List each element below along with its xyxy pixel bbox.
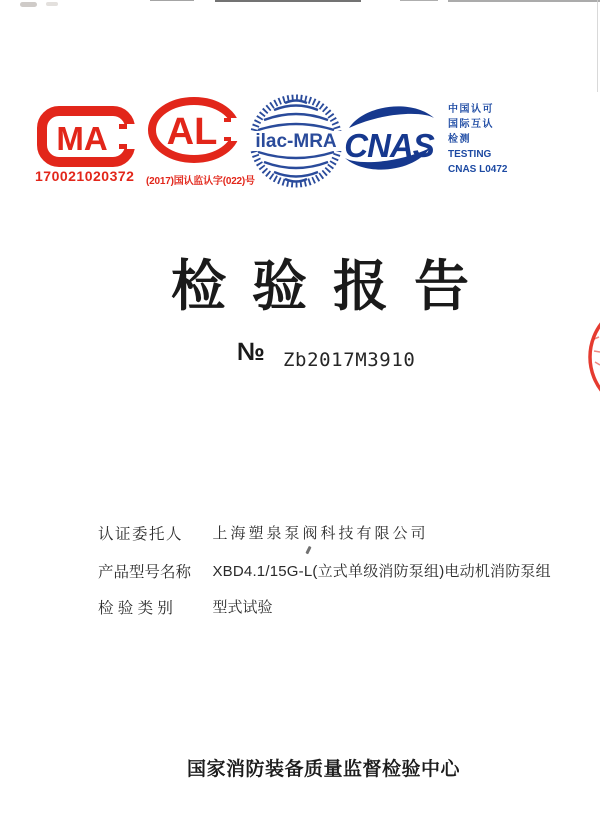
ilac-mra-logo-icon	[247, 91, 345, 191]
red-seal-arc-icon	[560, 300, 600, 415]
field-label: 产品型号名称	[98, 564, 192, 581]
cert-line: CNAS L0472	[448, 164, 508, 175]
scan-artifact-top-edge	[215, 0, 361, 2]
report-no-value: Zb2017M3910	[283, 349, 416, 371]
cma-certificate-number: 170021020372	[35, 168, 135, 184]
field-row-applicant	[98, 522, 428, 544]
field-label: 认证委托人	[98, 526, 184, 543]
field-row-inspection-type	[98, 596, 272, 618]
cert-line: 国际互认	[448, 119, 494, 130]
ilac-mra-letters: ilac-MRA	[255, 131, 337, 152]
cal-logo-icon	[147, 97, 242, 163]
report-no-symbol: №	[237, 338, 265, 366]
scan-artifact-top-edge	[150, 0, 194, 1]
report-title: 检验报告	[171, 255, 496, 317]
field-value: 上海塑泉泵阀科技有限公司	[212, 525, 429, 542]
scan-smudge	[46, 2, 58, 6]
field-label: 检 验 类 别	[98, 600, 173, 617]
cal-approval-number: (2017)国认监认字(022)号	[146, 176, 255, 187]
field-row-product-model	[98, 560, 551, 582]
scan-artifact-top-edge	[448, 0, 600, 2]
scan-artifact-right-edge	[597, 0, 598, 92]
cnas-accreditation-text	[448, 102, 507, 177]
cert-line: 中国认可	[448, 104, 494, 115]
cert-line: 检测	[448, 134, 471, 145]
issuing-center-name: 国家消防装备质量监督检验中心	[187, 759, 461, 780]
red-seal-stamp-partial	[560, 300, 600, 415]
cnas-letters: CNAS	[344, 127, 434, 164]
cma-logo-icon	[36, 105, 139, 168]
cnas-logo-icon	[337, 101, 442, 175]
scan-artifact-top-edge	[400, 0, 438, 1]
cal-letters: AL	[166, 111, 218, 153]
scan-pen-mark	[305, 546, 311, 554]
field-value: 型式试验	[212, 599, 273, 616]
cma-letters: MA	[56, 120, 108, 157]
field-value: XBD4.1/15G-L(立式单级消防泵组)电动机消防泵组	[212, 563, 551, 580]
scan-smudge	[20, 2, 37, 7]
cert-line: TESTING	[448, 149, 492, 160]
